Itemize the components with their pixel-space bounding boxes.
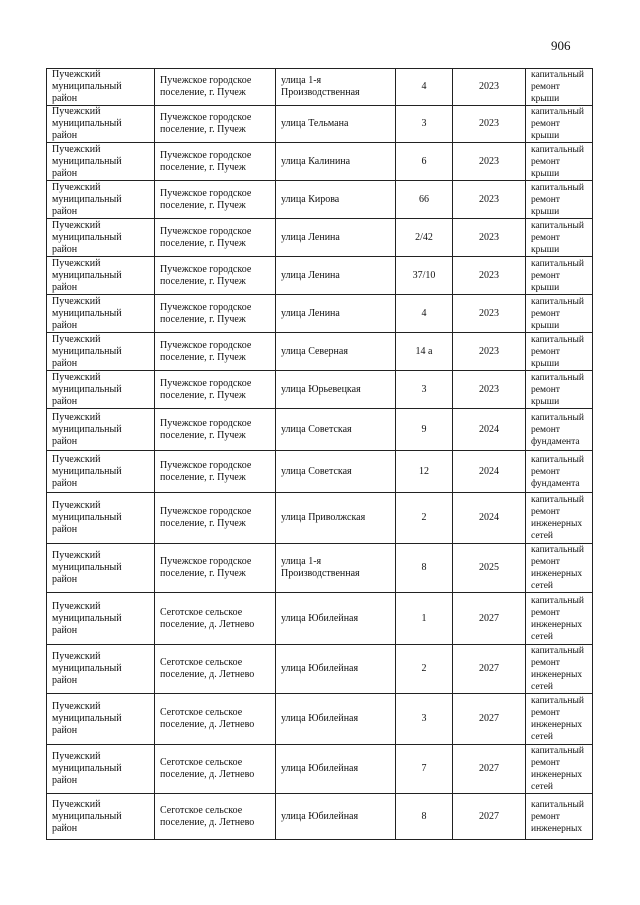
settlement-cell: Пучежское городское поселение, г. Пучеж: [155, 451, 276, 493]
house-number-cell: 4: [396, 295, 453, 333]
district-cell: Пучежский муниципальный район: [47, 69, 155, 106]
year-cell: 2023: [453, 371, 526, 409]
district-cell: Пучежский муниципальный район: [47, 544, 155, 593]
year-cell: 2023: [453, 106, 526, 143]
district-cell: Пучежский муниципальный район: [47, 257, 155, 295]
year-cell: 2023: [453, 333, 526, 371]
settlement-cell: Пучежское городское поселение, г. Пучеж: [155, 371, 276, 409]
settlement-cell: Пучежское городское поселение, г. Пучеж: [155, 69, 276, 106]
district-cell: Пучежский муниципальный район: [47, 333, 155, 371]
district-cell: Пучежский муниципальный район: [47, 181, 155, 219]
year-cell: 2023: [453, 295, 526, 333]
work-type-cell: капитальный ремонт крыши: [526, 219, 593, 257]
settlement-cell: Пучежское городское поселение, г. Пучеж: [155, 219, 276, 257]
table-row: [47, 694, 593, 745]
district-cell: Пучежский муниципальный район: [47, 493, 155, 544]
year-cell: 2027: [453, 694, 526, 745]
work-type-cell: капитальный ремонт инженерных сетей: [526, 544, 593, 593]
settlement-cell: Пучежское городское поселение, г. Пучеж: [155, 106, 276, 143]
work-type-cell: капитальный ремонт крыши: [526, 181, 593, 219]
district-cell: Пучежский муниципальный район: [47, 694, 155, 745]
table-row: [47, 409, 593, 451]
house-number-cell: 8: [396, 544, 453, 593]
table-row: [47, 544, 593, 593]
work-type-cell: капитальный ремонт инженерных сетей: [526, 593, 593, 645]
table-body: [47, 69, 593, 840]
work-type-cell: капитальный ремонт крыши: [526, 143, 593, 181]
work-type-cell: капитальный ремонт инженерных сетей: [526, 645, 593, 694]
year-cell: 2027: [453, 794, 526, 840]
district-cell: Пучежский муниципальный район: [47, 371, 155, 409]
street-cell: улица Юбилейная: [276, 694, 396, 745]
table-row: [47, 181, 593, 219]
settlement-cell: Пучежское городское поселение, г. Пучеж: [155, 181, 276, 219]
street-cell: улица Юбилейная: [276, 794, 396, 840]
settlement-cell: Сеготское сельское поселение, д. Летнево: [155, 794, 276, 840]
table-row: [47, 745, 593, 794]
settlement-cell: Сеготское сельское поселение, д. Летнево: [155, 694, 276, 745]
settlement-cell: Пучежское городское поселение, г. Пучеж: [155, 143, 276, 181]
year-cell: 2027: [453, 593, 526, 645]
street-cell: улица Ленина: [276, 219, 396, 257]
street-cell: улица Юбилейная: [276, 645, 396, 694]
district-cell: Пучежский муниципальный район: [47, 645, 155, 694]
street-cell: улица Приволжская: [276, 493, 396, 544]
settlement-cell: Пучежское городское поселение, г. Пучеж: [155, 257, 276, 295]
district-cell: Пучежский муниципальный район: [47, 451, 155, 493]
work-type-cell: капитальный ремонт крыши: [526, 295, 593, 333]
work-type-cell: капитальный ремонт фундамента: [526, 409, 593, 451]
settlement-cell: Пучежское городское поселение, г. Пучеж: [155, 409, 276, 451]
year-cell: 2027: [453, 745, 526, 794]
year-cell: 2023: [453, 219, 526, 257]
table-row: [47, 333, 593, 371]
district-cell: Пучежский муниципальный район: [47, 745, 155, 794]
street-cell: улица Ленина: [276, 295, 396, 333]
page-number: 906: [551, 38, 571, 53]
work-type-cell: капитальный ремонт инженерных сетей: [526, 493, 593, 544]
house-number-cell: 4: [396, 69, 453, 106]
house-number-cell: 2: [396, 493, 453, 544]
street-cell: улица Тельмана: [276, 106, 396, 143]
district-cell: Пучежский муниципальный район: [47, 409, 155, 451]
settlement-cell: Пучежское городское поселение, г. Пучеж: [155, 295, 276, 333]
street-cell: улица Юрьевецкая: [276, 371, 396, 409]
street-cell: улица 1-я Производственная: [276, 544, 396, 593]
table-row: [47, 106, 593, 143]
street-cell: улица Советская: [276, 451, 396, 493]
street-cell: улица Северная: [276, 333, 396, 371]
table-row: [47, 143, 593, 181]
year-cell: 2024: [453, 493, 526, 544]
year-cell: 2024: [453, 409, 526, 451]
house-number-cell: 2: [396, 645, 453, 694]
year-cell: 2023: [453, 143, 526, 181]
street-cell: улица Юбилейная: [276, 593, 396, 645]
settlement-cell: Пучежское городское поселение, г. Пучеж: [155, 333, 276, 371]
work-type-cell: капитальный ремонт инженерных сетей: [526, 694, 593, 745]
table-row: [47, 371, 593, 409]
house-number-cell: 8: [396, 794, 453, 840]
work-type-cell: капитальный ремонт крыши: [526, 69, 593, 106]
house-number-cell: 12: [396, 451, 453, 493]
house-number-cell: 14 а: [396, 333, 453, 371]
house-number-cell: 6: [396, 143, 453, 181]
work-type-cell: капитальный ремонт крыши: [526, 371, 593, 409]
table-row: [47, 593, 593, 645]
housing-repair-table: [46, 68, 593, 840]
house-number-cell: 3: [396, 371, 453, 409]
work-type-cell: капитальный ремонт крыши: [526, 257, 593, 295]
settlement-cell: Сеготское сельское поселение, д. Летнево: [155, 745, 276, 794]
house-number-cell: 7: [396, 745, 453, 794]
street-cell: улица Калинина: [276, 143, 396, 181]
work-type-cell: капитальный ремонт крыши: [526, 333, 593, 371]
table-row: [47, 69, 593, 106]
street-cell: улица Советская: [276, 409, 396, 451]
house-number-cell: 3: [396, 106, 453, 143]
house-number-cell: 66: [396, 181, 453, 219]
work-type-cell: капитальный ремонт крыши: [526, 106, 593, 143]
street-cell: улица Кирова: [276, 181, 396, 219]
table-row: [47, 794, 593, 840]
year-cell: 2023: [453, 181, 526, 219]
district-cell: Пучежский муниципальный район: [47, 219, 155, 257]
table-row: [47, 645, 593, 694]
work-type-cell: капитальный ремонт инженерных: [526, 794, 593, 840]
work-type-cell: капитальный ремонт фундамента: [526, 451, 593, 493]
district-cell: Пучежский муниципальный район: [47, 295, 155, 333]
street-cell: улица Ленина: [276, 257, 396, 295]
house-number-cell: 37/10: [396, 257, 453, 295]
district-cell: Пучежский муниципальный район: [47, 593, 155, 645]
table-row: [47, 219, 593, 257]
settlement-cell: Сеготское сельское поселение, д. Летнево: [155, 593, 276, 645]
street-cell: улица Юбилейная: [276, 745, 396, 794]
year-cell: 2027: [453, 645, 526, 694]
house-number-cell: 9: [396, 409, 453, 451]
house-number-cell: 2/42: [396, 219, 453, 257]
work-type-cell: капитальный ремонт инженерных сетей: [526, 745, 593, 794]
year-cell: 2024: [453, 451, 526, 493]
settlement-cell: Пучежское городское поселение, г. Пучеж: [155, 544, 276, 593]
table-row: [47, 295, 593, 333]
year-cell: 2023: [453, 257, 526, 295]
district-cell: Пучежский муниципальный район: [47, 143, 155, 181]
table-row: [47, 451, 593, 493]
settlement-cell: Сеготское сельское поселение, д. Летнево: [155, 645, 276, 694]
table-row: [47, 257, 593, 295]
year-cell: 2023: [453, 69, 526, 106]
house-number-cell: 3: [396, 694, 453, 745]
district-cell: Пучежский муниципальный район: [47, 794, 155, 840]
year-cell: 2025: [453, 544, 526, 593]
house-number-cell: 1: [396, 593, 453, 645]
district-cell: Пучежский муниципальный район: [47, 106, 155, 143]
settlement-cell: Пучежское городское поселение, г. Пучеж: [155, 493, 276, 544]
street-cell: улица 1-я Производственная: [276, 69, 396, 106]
table-row: [47, 493, 593, 544]
